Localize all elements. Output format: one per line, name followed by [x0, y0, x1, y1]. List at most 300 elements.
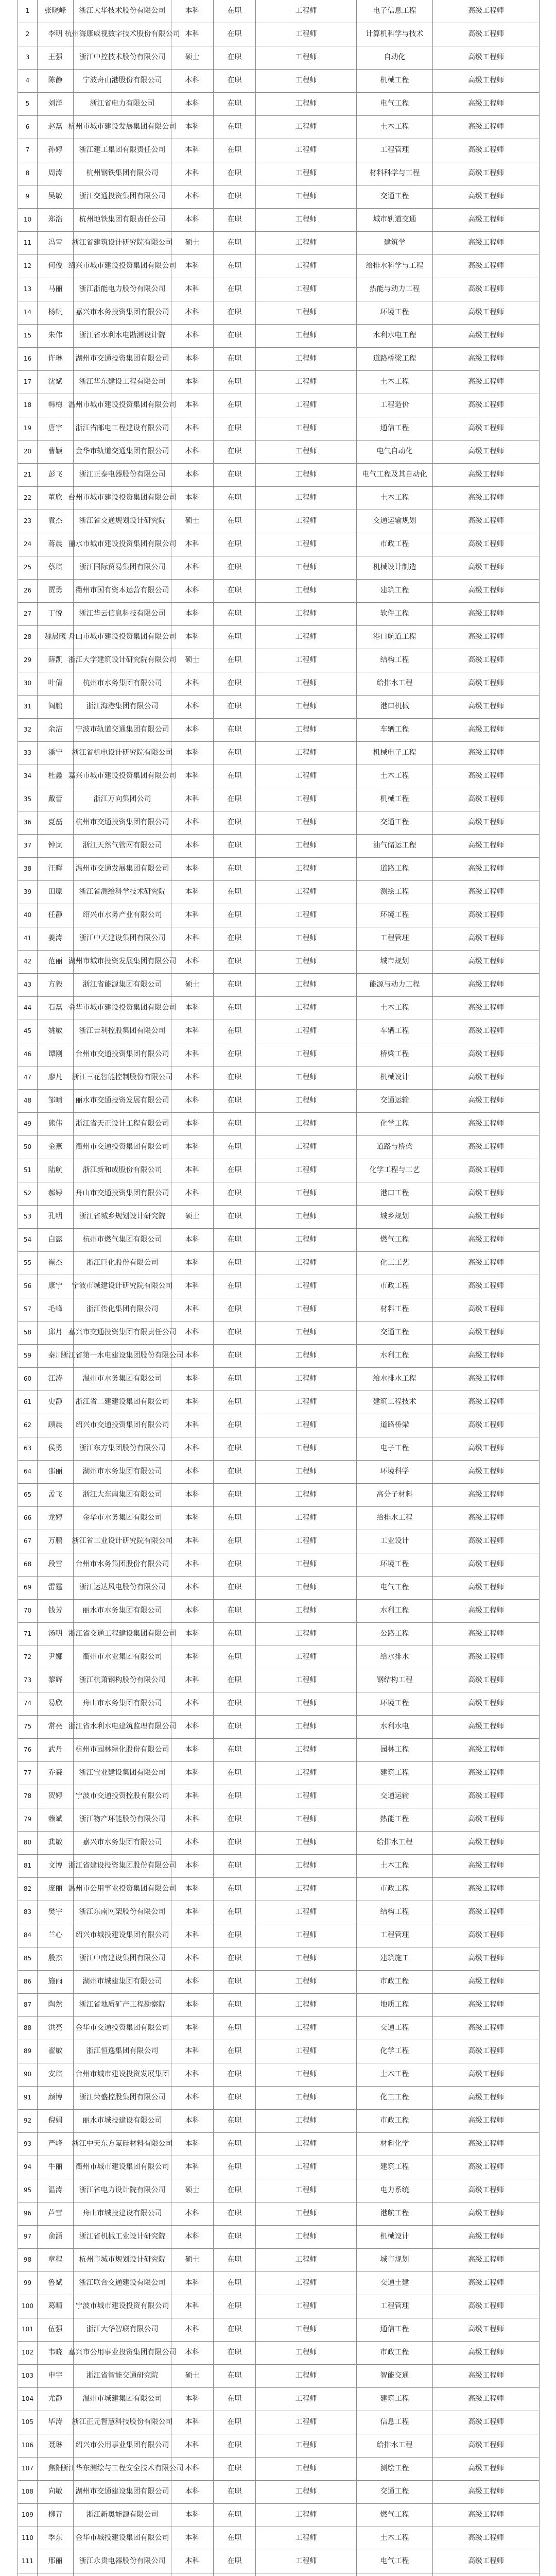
employment-status-cell: 在职 [214, 116, 256, 139]
major-field-cell: 土木工程 [357, 2063, 433, 2086]
person-name-cell: 牛丽 [38, 2156, 74, 2179]
company-name-cell: 丽水市水务集团有限公司 [74, 1600, 171, 1622]
company-name-cell: 杭州钢铁集团有限公司 [74, 162, 171, 185]
education-level-cell: 本科 [171, 487, 214, 510]
current-title-cell: 工程师 [256, 1368, 357, 1391]
review-result-cell: 高级工程师 [468, 2209, 504, 2218]
major-field-cell: 建筑工程 [357, 1762, 433, 1785]
person-name-cell: 刘洋 [38, 93, 74, 115]
employment-status-cell: 在职 [214, 951, 256, 973]
table-row [18, 1159, 539, 1182]
person-name-cell: 任静 [38, 904, 74, 927]
row-index-cell: 47 [18, 1066, 38, 1089]
table-row [18, 1855, 539, 1878]
current-title-cell: 工程师 [256, 116, 357, 139]
table-row [18, 185, 539, 209]
table-row [18, 2017, 539, 2040]
major-field-cell: 机械设计 [357, 2226, 433, 2248]
review-result-cell: 高级工程师 [468, 1398, 504, 1406]
education-level-cell: 硕士 [171, 46, 214, 69]
current-title-cell: 工程师 [256, 1275, 357, 1298]
major-field-cell: 道路与桥梁 [357, 1136, 433, 1159]
review-result-cell: 高级工程师 [468, 1120, 504, 1128]
company-name-cell: 杭州市燃气集团有限公司 [74, 1229, 171, 1251]
company-name-cell: 金华市水务集团有限公司 [74, 1507, 171, 1530]
company-name-cell: 绍兴市城市建设投资集团有限公司 [74, 255, 171, 278]
current-title-cell: 工程师 [256, 1762, 357, 1785]
current-title-cell: 工程师 [256, 232, 357, 255]
education-level-cell: 本科 [171, 1901, 214, 1924]
review-result-cell: 高级工程师 [468, 2024, 504, 2032]
table-row [18, 2179, 539, 2202]
employment-status-cell: 在职 [214, 2295, 256, 2318]
company-name-cell: 宁波市城市建设投资有限公司 [74, 2295, 171, 2318]
review-result-cell: 高级工程师 [468, 633, 504, 641]
company-name-cell: 宁波市轨道交通集团有限公司 [74, 719, 171, 741]
table-row [18, 1553, 539, 1577]
person-name-cell: 邵丽 [38, 1461, 74, 1483]
table-row [18, 348, 539, 371]
major-field-cell: 软件工程 [357, 603, 433, 625]
current-title-cell: 工程师 [256, 1947, 357, 1970]
major-field-cell: 港口机械 [357, 696, 433, 718]
row-index-cell: 88 [18, 2017, 38, 2040]
row-index-cell: 55 [18, 1252, 38, 1275]
major-field-cell: 化学工程与工艺 [357, 1159, 433, 1182]
company-name-cell: 衢州市城市建设集团有限公司 [74, 2156, 171, 2179]
company-name-cell: 浙江省能源集团有限公司 [74, 974, 171, 996]
review-result-cell: 高级工程师 [468, 2001, 504, 2009]
company-name-cell: 浙江省电力有限公司 [74, 93, 171, 115]
row-index-cell: 96 [18, 2202, 38, 2225]
major-field-cell: 道路工程 [357, 858, 433, 880]
education-level-cell: 本科 [171, 2087, 214, 2109]
table-row [18, 1066, 539, 1090]
employment-status-cell: 在职 [214, 93, 256, 115]
review-result-cell: 高级工程师 [468, 2557, 504, 2566]
review-result-cell: 高级工程师 [468, 2325, 504, 2334]
row-index-cell: 50 [18, 1136, 38, 1159]
major-field-cell: 港口航道工程 [357, 626, 433, 649]
row-index-cell: 2 [18, 23, 38, 46]
company-name-cell: 嘉兴市城市建设投资集团有限公司 [74, 765, 171, 788]
company-name-cell: 金华市交通投资集团有限公司 [74, 2017, 171, 2040]
company-name-cell: 浙江大学建筑设计研究院有限公司 [74, 649, 171, 672]
current-title-cell: 工程师 [256, 2295, 357, 2318]
employment-status-cell: 在职 [214, 580, 256, 602]
major-field-cell: 桥梁工程 [357, 1043, 433, 1066]
company-name-cell: 湖州市交通建设集团有限公司 [74, 2481, 171, 2503]
employment-status-cell: 在职 [214, 1182, 256, 1205]
current-title-cell: 工程师 [256, 2411, 357, 2434]
employment-status-cell: 在职 [214, 2434, 256, 2457]
person-name-cell: 雷霆 [38, 1577, 74, 1599]
employment-status-cell: 在职 [214, 1090, 256, 1112]
table-row [18, 1043, 539, 1066]
table-row [18, 1275, 539, 1298]
company-name-cell: 浙江荣盛控股集团有限公司 [74, 2087, 171, 2109]
table-row [18, 1878, 539, 1901]
education-level-cell: 本科 [171, 742, 214, 765]
review-result-cell: 高级工程师 [468, 494, 504, 502]
current-title-cell: 工程师 [256, 1113, 357, 1136]
major-field-cell: 通信工程 [357, 417, 433, 440]
table-row [18, 696, 539, 719]
employment-status-cell: 在职 [214, 2110, 256, 2132]
row-index-cell: 63 [18, 1437, 38, 1460]
major-field-cell: 电气工程 [357, 93, 433, 115]
education-level-cell: 本科 [171, 2504, 214, 2527]
review-result-cell: 高级工程师 [468, 1375, 504, 1383]
current-title-cell: 工程师 [256, 1577, 357, 1599]
table-row [18, 440, 539, 464]
company-name-cell: 杭州市城市规划设计研究院 [74, 2249, 171, 2272]
table-row [18, 1437, 539, 1461]
row-index-cell: 104 [18, 2388, 38, 2411]
company-name-cell: 浙江浙能电力股份有限公司 [74, 278, 171, 301]
table-row [18, 1762, 539, 1785]
table-row [18, 2527, 539, 2550]
education-level-cell: 硕士 [171, 649, 214, 672]
row-index-cell: 83 [18, 1901, 38, 1924]
current-title-cell: 工程师 [256, 510, 357, 533]
education-level-cell: 本科 [171, 556, 214, 579]
major-field-cell: 土木工程 [357, 997, 433, 1020]
row-index-cell: 40 [18, 904, 38, 927]
table-row [18, 1206, 539, 1229]
employment-status-cell: 在职 [214, 1136, 256, 1159]
review-result-cell: 高级工程师 [468, 888, 504, 896]
row-index-cell: 15 [18, 325, 38, 347]
current-title-cell: 工程师 [256, 2202, 357, 2225]
person-name-cell: 姚敏 [38, 1020, 74, 1043]
table-row [18, 1623, 539, 1646]
education-level-cell: 本科 [171, 2527, 214, 2550]
employment-status-cell: 在职 [214, 2179, 256, 2202]
review-result-cell: 高级工程师 [468, 1259, 504, 1267]
major-field-cell: 水利水电 [357, 1716, 433, 1738]
education-level-cell: 本科 [171, 580, 214, 602]
major-field-cell: 交通工程 [357, 1321, 433, 1344]
employment-status-cell: 在职 [214, 185, 256, 208]
education-level-cell: 本科 [171, 2202, 214, 2225]
education-level-cell: 本科 [171, 788, 214, 811]
major-field-cell: 工程造价 [357, 394, 433, 417]
major-field-cell: 给排水科学与工程 [357, 255, 433, 278]
employment-status-cell: 在职 [214, 1043, 256, 1066]
current-title-cell: 工程师 [256, 1252, 357, 1275]
major-field-cell: 建筑工程技术 [357, 1391, 433, 1414]
review-result-cell: 高级工程师 [468, 331, 504, 340]
major-field-cell: 地质工程 [357, 1994, 433, 2016]
employment-status-cell: 在职 [214, 742, 256, 765]
current-title-cell: 工程师 [256, 556, 357, 579]
current-title-cell: 工程师 [256, 580, 357, 602]
education-level-cell: 本科 [171, 881, 214, 904]
major-field-cell: 热能工程 [357, 1808, 433, 1831]
person-name-cell: 乔森 [38, 1762, 74, 1785]
row-index-cell: 92 [18, 2110, 38, 2132]
education-level-cell: 本科 [171, 2411, 214, 2434]
current-title-cell: 工程师 [256, 1461, 357, 1483]
major-field-cell: 土木工程 [357, 1855, 433, 1877]
table-row [18, 1785, 539, 1808]
current-title-cell: 工程师 [256, 1020, 357, 1043]
company-name-cell: 浙江恒逸集团有限公司 [74, 2040, 171, 2063]
major-field-cell: 热能与动力工程 [357, 278, 433, 301]
major-field-cell: 工程管理 [357, 927, 433, 950]
row-index-cell: 36 [18, 811, 38, 834]
major-field-cell: 信息工程 [357, 2411, 433, 2434]
review-result-cell: 高级工程师 [468, 192, 504, 201]
company-name-cell: 浙江省测绘科学技术研究院 [74, 881, 171, 904]
company-name-cell: 浙江东南网架股份有限公司 [74, 1901, 171, 1924]
company-name-cell: 浙江吉利控股集团有限公司 [74, 1020, 171, 1043]
education-level-cell: 本科 [171, 278, 214, 301]
review-result-cell: 高级工程师 [468, 795, 504, 804]
person-name-cell: 谭刚 [38, 1043, 74, 1066]
major-field-cell: 环境工程 [357, 301, 433, 324]
row-index-cell: 80 [18, 1832, 38, 1854]
company-name-cell: 金华市城投建设集团有限公司 [74, 2527, 171, 2550]
major-field-cell: 给排水工程 [357, 2434, 433, 2457]
company-name-cell: 金华市轨道交通集团有限公司 [74, 440, 171, 463]
education-level-cell: 本科 [171, 2110, 214, 2132]
review-result-cell: 高级工程师 [468, 1885, 504, 1893]
person-name-cell: 马丽 [38, 278, 74, 301]
employment-status-cell: 在职 [214, 2040, 256, 2063]
major-field-cell: 建筑工程 [357, 580, 433, 602]
education-level-cell: 本科 [171, 2481, 214, 2503]
row-index-cell: 72 [18, 1646, 38, 1669]
company-name-cell: 衢州市水业集团有限公司 [74, 1646, 171, 1669]
person-name-cell: 贾勇 [38, 580, 74, 602]
review-result-cell: 高级工程师 [468, 1004, 504, 1012]
company-name-cell: 浙江中天东方氟硅材料有限公司 [74, 2133, 171, 2156]
person-name-cell: 樊宇 [38, 1901, 74, 1924]
major-field-cell: 工程管理 [357, 139, 433, 162]
major-field-cell: 结构工程 [357, 1901, 433, 1924]
company-name-cell: 浙江省建设投资集团股份有限公司 [74, 1855, 171, 1877]
company-name-cell: 浙江建工集团有限责任公司 [74, 139, 171, 162]
row-index-cell: 46 [18, 1043, 38, 1066]
person-name-cell: 聂琳 [38, 2434, 74, 2457]
row-index-cell: 100 [18, 2295, 38, 2318]
company-name-cell: 浙江省交通规划设计研究院 [74, 510, 171, 533]
major-field-cell: 车辆工程 [357, 1020, 433, 1043]
review-result-cell: 高级工程师 [468, 1490, 504, 1499]
major-field-cell: 机械设计 [357, 1066, 433, 1089]
person-name-cell: 郑浩 [38, 209, 74, 231]
major-field-cell: 给水排水 [357, 1646, 433, 1669]
company-name-cell: 浙江三花智能控制股份有限公司 [74, 1066, 171, 1089]
row-index-cell: 43 [18, 974, 38, 996]
person-name-cell: 兰心 [38, 1924, 74, 1947]
company-name-cell: 丽水市城市建设投资集团有限公司 [74, 533, 171, 556]
major-field-cell: 结构工程 [357, 649, 433, 672]
major-field-cell: 园林工程 [357, 1739, 433, 1761]
education-level-cell: 本科 [171, 1553, 214, 1576]
employment-status-cell: 在职 [214, 672, 256, 695]
row-index-cell: 95 [18, 2179, 38, 2202]
review-result-cell: 高级工程师 [468, 1676, 504, 1685]
education-level-cell: 本科 [171, 1414, 214, 1437]
person-name-cell: 蔡琪 [38, 556, 74, 579]
employment-status-cell: 在职 [214, 0, 256, 23]
person-name-cell: 万鹏 [38, 1530, 74, 1553]
review-result-cell: 高级工程师 [468, 1792, 504, 1801]
major-field-cell: 建筑施工 [357, 1947, 433, 1970]
row-index-cell: 26 [18, 580, 38, 602]
employment-status-cell: 在职 [214, 2481, 256, 2503]
major-field-cell: 市政工程 [357, 1971, 433, 1993]
person-name-cell: 安琪 [38, 2063, 74, 2086]
row-index-cell: 89 [18, 2040, 38, 2063]
major-field-cell: 市政工程 [357, 2342, 433, 2364]
employment-status-cell: 在职 [214, 2156, 256, 2179]
table-row [18, 1901, 539, 1924]
current-title-cell: 工程师 [256, 1739, 357, 1761]
row-index-cell: 77 [18, 1762, 38, 1785]
major-field-cell: 道路桥梁工程 [357, 348, 433, 370]
person-name-cell: 史静 [38, 1391, 74, 1414]
review-result-cell: 高级工程师 [468, 308, 504, 317]
review-result-cell: 高级工程师 [468, 169, 504, 178]
current-title-cell: 工程师 [256, 1924, 357, 1947]
review-result-cell: 高级工程师 [468, 2487, 504, 2496]
row-index-cell: 3 [18, 46, 38, 69]
person-name-cell: 阎鹏 [38, 696, 74, 718]
table-row [18, 2110, 539, 2133]
employment-status-cell: 在职 [214, 2087, 256, 2109]
education-level-cell: 本科 [171, 1507, 214, 1530]
row-index-cell: 103 [18, 2365, 38, 2387]
employment-status-cell: 在职 [214, 1739, 256, 1761]
company-name-cell: 浙江宝业建设集团有限公司 [74, 1762, 171, 1785]
person-name-cell: 秦川 [38, 1345, 74, 1367]
employment-status-cell: 在职 [214, 556, 256, 579]
major-field-cell: 车辆工程 [357, 719, 433, 741]
current-title-cell: 工程师 [256, 46, 357, 69]
row-index-cell: 71 [18, 1623, 38, 1646]
table-row [18, 1229, 539, 1252]
table-row [18, 974, 539, 997]
company-name-cell: 浙江省工业设计研究院有限公司 [74, 1530, 171, 1553]
employment-status-cell: 在职 [214, 232, 256, 255]
major-field-cell: 公路工程 [357, 1623, 433, 1646]
education-level-cell: 本科 [171, 209, 214, 231]
major-field-cell: 市政工程 [357, 2110, 433, 2132]
major-field-cell: 工业设计 [357, 1530, 433, 1553]
row-index-cell: 7 [18, 139, 38, 162]
education-level-cell: 本科 [171, 139, 214, 162]
person-name-cell: 孔明 [38, 1206, 74, 1228]
table-row [18, 325, 539, 348]
current-title-cell: 工程师 [256, 927, 357, 950]
person-name-cell [38, 2573, 74, 2576]
company-name-cell: 温州市城市建设投资集团有限公司 [74, 394, 171, 417]
employment-status-cell: 在职 [214, 626, 256, 649]
current-title-cell: 工程师 [256, 1206, 357, 1228]
education-level-cell: 本科 [171, 1855, 214, 1877]
table-row [18, 93, 539, 116]
row-index-cell: 67 [18, 1530, 38, 1553]
education-level-cell: 本科 [171, 1113, 214, 1136]
company-name-cell: 衢州市交通投资集团有限公司 [74, 1136, 171, 1159]
company-name-cell: 浙江华东测绘与工程安全技术有限公司 [74, 2458, 171, 2480]
row-index-cell: 60 [18, 1368, 38, 1391]
current-title-cell: 工程师 [256, 417, 357, 440]
major-field-cell: 建筑工程 [357, 2388, 433, 2411]
review-result-cell: 高级工程师 [468, 1769, 504, 1777]
person-name-cell: 曹颖 [38, 440, 74, 463]
education-level-cell: 本科 [171, 116, 214, 139]
table-row [18, 951, 539, 974]
current-title-cell: 工程师 [256, 1808, 357, 1831]
person-name-cell: 袁杰 [38, 510, 74, 533]
education-level-cell: 硕士 [171, 1206, 214, 1228]
row-index-cell: 101 [18, 2318, 38, 2341]
person-name-cell: 芦雪 [38, 2202, 74, 2225]
current-title-cell: 工程师 [256, 1832, 357, 1854]
major-field-cell: 材料科学与工程 [357, 162, 433, 185]
table-row [18, 1669, 539, 1692]
employment-status-cell: 在职 [214, 788, 256, 811]
row-index-cell: 78 [18, 1785, 38, 1808]
employment-status-cell: 在职 [214, 1461, 256, 1483]
table-row [18, 1020, 539, 1043]
company-name-cell: 丽水市城投建设有限公司 [74, 2110, 171, 2132]
education-level-cell: 本科 [171, 1298, 214, 1321]
person-name-cell: 侯勇 [38, 1437, 74, 1460]
major-field-cell: 电气工程及其自动化 [357, 464, 433, 486]
row-index-cell: 21 [18, 464, 38, 486]
review-result-cell: 高级工程师 [468, 2093, 504, 2102]
current-title-cell: 工程师 [256, 1971, 357, 1993]
employment-status-cell: 在职 [214, 1368, 256, 1391]
current-title-cell: 工程师 [256, 348, 357, 370]
table-row [18, 1484, 539, 1507]
employment-status-cell: 在职 [214, 1020, 256, 1043]
company-name-cell: 台州市城市建设投资发展集团 [74, 2063, 171, 2086]
employment-status-cell: 在职 [214, 1321, 256, 1344]
review-result-cell: 高级工程师 [468, 1630, 504, 1638]
education-level-cell: 本科 [171, 2272, 214, 2295]
table-row [18, 1646, 539, 1669]
current-title-cell: 工程师 [256, 1530, 357, 1553]
review-result-cell: 高级工程师 [468, 934, 504, 943]
major-field-cell: 给水排水工程 [357, 1368, 433, 1391]
major-field-cell: 交通土建 [357, 2272, 433, 2295]
person-name-cell: 龚敏 [38, 1832, 74, 1854]
review-result-cell: 高级工程师 [468, 1745, 504, 1754]
table-row [18, 1414, 539, 1437]
employment-status-cell: 在职 [214, 1924, 256, 1947]
table-row [18, 2249, 539, 2272]
education-level-cell: 本科 [171, 464, 214, 486]
table-row [18, 881, 539, 904]
row-index-cell: 68 [18, 1553, 38, 1576]
table-row [18, 719, 539, 742]
row-index-cell: 106 [18, 2434, 38, 2457]
employment-status-cell: 在职 [214, 2388, 256, 2411]
employment-status-cell: 在职 [214, 2249, 256, 2272]
person-name-cell: 吴敏 [38, 185, 74, 208]
row-index-cell: 4 [18, 70, 38, 92]
company-name-cell: 绍兴市交通投资集团有限公司 [74, 1414, 171, 1437]
current-title-cell: 工程师 [256, 1901, 357, 1924]
company-name-cell: 浙江海港集团有限公司 [74, 696, 171, 718]
